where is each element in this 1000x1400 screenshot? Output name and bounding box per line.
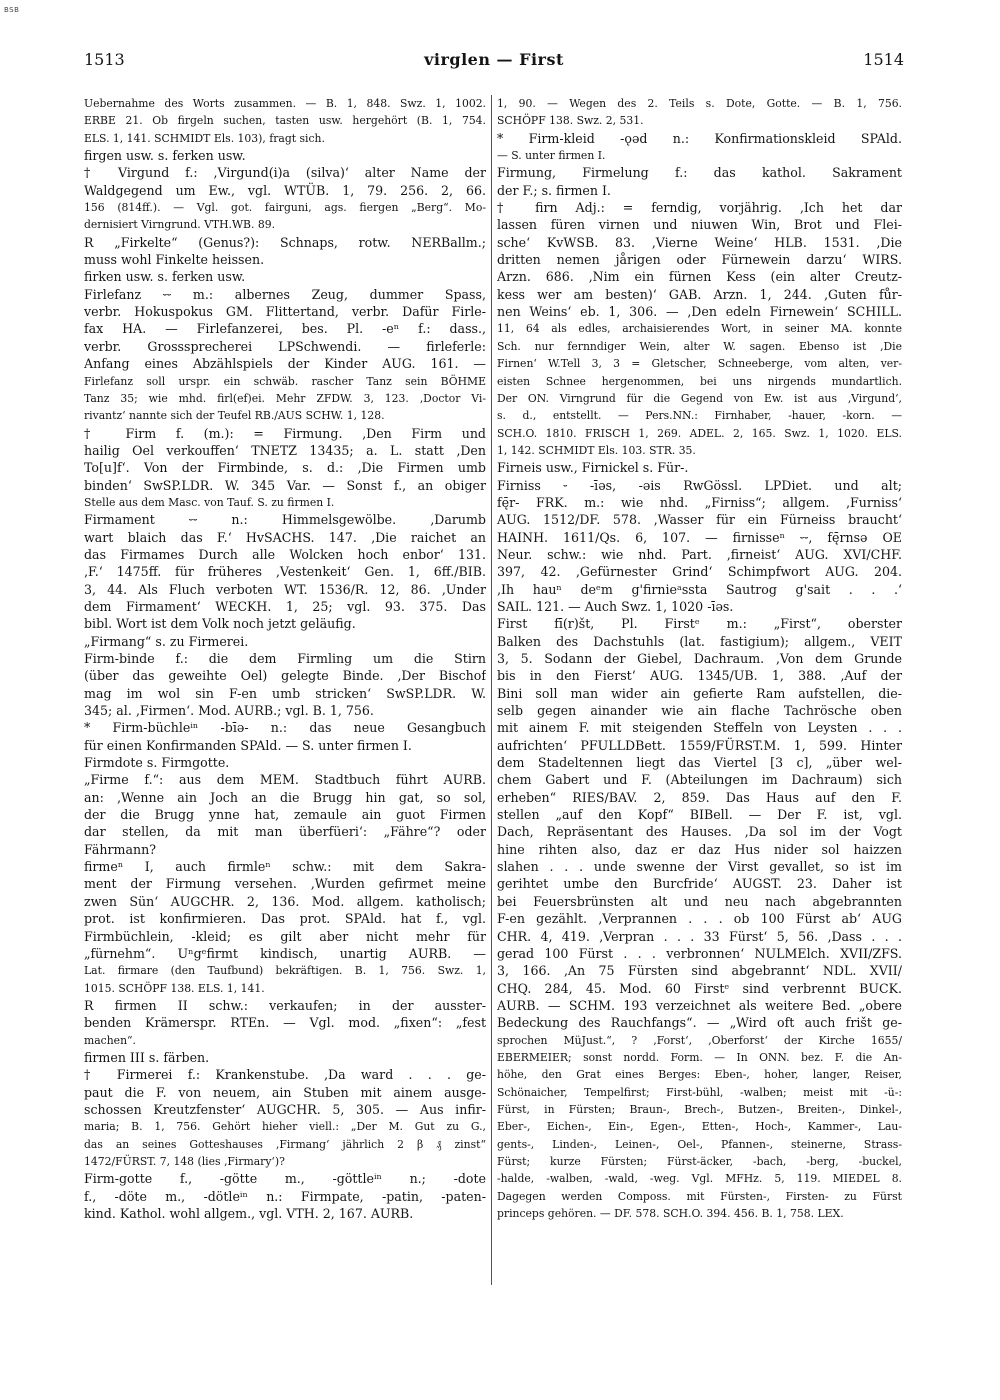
text-line: zwen Sün‘ AUGCHR. 2, 136. Mod. allgem. katholisch;: [84, 893, 486, 909]
text-line: mit ainem F. mit steigenden Steffeln von Leysten . . .: [497, 720, 902, 736]
text-line: Tanz 35; wie mhd. firl(ef)ei. Mehr ZFDW. 3, 123. ‚Doctor Vi-: [84, 391, 486, 405]
text-line: kess wer am besten)‘ GAB. Arzn. 1, 244. ‚Guten fůr-: [497, 286, 902, 302]
text-line: ment der Firmung versehen. ‚Wurden gefirmet meine: [84, 876, 486, 892]
text-line: † firn Adj.: = ferndig, vorjährig. ‚Ich het dar: [497, 200, 902, 216]
text-line: EBERMEIER; sonst nordd. Form. — In ONN. bez. F. die An-: [497, 1050, 902, 1064]
text-line: CHR. 4, 419. ‚Verpran . . . 33 Fürst‘ 5, 56. ‚Dass . . .: [497, 928, 902, 944]
text-line: für einen Konfirmanden SPAld. — S. unter firmen I.: [84, 737, 412, 753]
text-line: hailig Oel verkouffen‘ TNETZ 13435; a. L. statt ‚Den: [84, 442, 486, 458]
text-line: 1, 90. — Wegen des 2. Teils s. Dote, Gotte. — B. 1, 756.: [497, 97, 902, 110]
text-line: Firmung, Firmelung f.: das kathol. Sakrament: [497, 165, 902, 181]
text-line: 3, 166. ‚An 75 Fürsten sind abgebrannt‘ NDL. XVII/: [497, 963, 902, 979]
text-line: „fürnehm“. Uⁿgᵉfirmt kindisch, unartig AURB. —: [84, 945, 486, 961]
text-line: binden‘ SwSP.LDR. W. 345 Var. — Sonst f., an obiger: [84, 477, 486, 493]
text-line: Firneis usw., Firnickel s. Für-.: [497, 460, 689, 476]
text-line: AURB. — SCHM. 193 verzeichnet als weitere Bed. „obere: [497, 997, 902, 1013]
text-line: dem Firmament‘ WECKH. 1, 25; vgl. 93. 375. Das: [84, 598, 486, 614]
page-number-left: 1513: [84, 50, 125, 69]
text-line: gerihtet umbe den Burcfride‘ AUGST. 23. Daher ist: [497, 876, 902, 892]
text-line: firken usw. s. ferken usw.: [84, 269, 246, 285]
text-line: Lat. firmare (den Taufbund) bekräftigen. B. 1, 756. Swz. 1,: [84, 964, 486, 978]
text-line: (über das geweihte Oel) gelegte Binde. ‚Der Bischof: [84, 668, 486, 684]
text-line: dar stellen, da mit man überfüeri‘: „Fähre“? oder: [84, 824, 486, 840]
text-line: 3, 5. Sodann der Giebel, Dachraum. ‚Von dem Grunde: [497, 651, 902, 666]
text-line: fax HA. — Firlefanzerei, bes. Pl. -eⁿ f.: dass.,: [84, 321, 486, 337]
text-line: ERBE 21. Ob firgeln suchen, tasten usw. hergehört (B. 1, 754.: [84, 114, 486, 128]
text-line: Fährmann?: [84, 841, 156, 857]
text-line: Firnen‘ W.Tell 3, 3 = Gletscher, Schneeberge, vom alten, ver-: [497, 357, 902, 371]
text-line: Dagegen werden Composs. mit Fürsten-, Firsten- zu Fürst: [497, 1189, 902, 1203]
text-line: To[u]f‘. Von der Firmbinde, s. d.: ‚Die Firmen umb: [84, 460, 486, 476]
text-line: F-en gezählt. ‚Verprannen . . . ob 100 Fürst ab‘ AUG: [497, 911, 902, 927]
text-line: CHQ. 284, 45. Mod. 60 Firstᵉ sind verbrennt BUCK.: [497, 980, 902, 996]
text-line: First fī(r)št, Pl. Firstᵉ m.: „First“, oberster: [497, 616, 902, 632]
text-line: aufrichten‘ PFULLDBett. 1559/FÜRST.M. 1, 599. Hinter: [497, 737, 902, 753]
text-line: kind. Kathol. wohl allgem., vgl. VTH. 2, 167. AURB.: [84, 1206, 414, 1221]
text-line: schossen Kreutzfenster‘ AUGCHR. 5, 305. — Aus infir-: [84, 1101, 486, 1117]
text-line: firmeⁿ I, auch firmleⁿ schw.: mit dem Sakra-: [84, 859, 486, 875]
text-line: höhe, den Grat eines Berges: Eben-, hoher, langer, Reiser,: [497, 1068, 902, 1082]
text-line: maria; B. 1, 756. Gehört hieher viell.: „Der M. Gut zu G.,: [84, 1120, 486, 1134]
text-line: Balken des Dachstuhls (lat. fastigium); allgem., VEIT: [497, 633, 902, 649]
text-line: an: ‚Wenne ain Joch an die Brugg hin gat, so sol,: [84, 789, 486, 805]
text-line: † Virgund f.: ‚Virgund(i)a (silva)‘ alter Name der: [84, 165, 486, 181]
text-line: verbr. Hokuspokus GM. Flittertand, verbr. Dafür Firle-: [84, 304, 486, 320]
text-line: muss wohl Finkelte heissen.: [84, 252, 265, 268]
text-line: Uebernahme des Worts zusammen. — B. 1, 848. Swz. 1, 1002.: [84, 97, 486, 110]
text-line: bei Feuersbrünsten alt und neu nach abgebrannten: [497, 893, 902, 909]
text-line: princeps gehören. — DF. 578. SCH.O. 394. 456. B. 1, 758. LEX.: [497, 1207, 844, 1220]
page-header: [84, 50, 904, 72]
text-line: † Firm f. (m.): = Firmung. ‚Den Firm und: [84, 425, 486, 441]
right-column: [497, 95, 902, 1290]
text-line: 1015. SCHÖPF 138. ELS. 1, 141.: [84, 981, 265, 995]
running-title: virglen — First: [424, 50, 564, 69]
text-line: das Firmames Durch alle Wolcken hoch enbor‘ 131.: [84, 546, 486, 562]
text-line: „Firme f.“: aus dem MEM. Stadtbuch führt AURB.: [84, 772, 486, 788]
text-line: firmen III s. färben.: [84, 1049, 210, 1065]
text-line: firgen usw. s. ferken usw.: [84, 148, 246, 164]
text-line: Dach, Repräsentant des Hauses. ‚Da sol im der Vogt: [497, 824, 902, 840]
text-line: der F.; s. firmen I.: [497, 182, 611, 198]
text-line: hine rihten also, daz er daz Hus nider sol haizzen: [497, 841, 902, 857]
text-line: erheben“ RIES/BAV. 2, 859. Das Haus auf den F.: [497, 789, 902, 805]
library-stamp: BSB: [4, 6, 20, 14]
text-line: Firlefanz ⏑⏑ m.: albernes Zeug, dummer Spass,: [84, 286, 486, 302]
text-line: rivantz‘ nannte sich der Teufel RB./AUS SCHW. 1, 128.: [84, 409, 385, 423]
text-line: prot. ist konfirmieren. Das prot. SPAld. hat f., vgl.: [84, 911, 486, 927]
text-line: SAIL. 121. — Auch Swz. 1, 1020 -īəs.: [497, 598, 734, 614]
text-line: „Firmang“ s. zu Firmerei.: [84, 633, 249, 649]
text-line: dernisiert Virngrund. VTH.WB. 89.: [84, 218, 276, 232]
text-line: ‚Ih hauⁿ deᵉm g'firnieᵃssta Sautrog g'sait . . .‘: [497, 581, 902, 597]
text-line: R firmen II schw.: verkaufen; in der ausster-: [84, 997, 486, 1013]
text-line: HAINH. 1611/Qs. 6, 107. — firnisseⁿ ⏑⏑, fę̄rnsə OE: [497, 529, 902, 545]
text-line: 397, 42. ‚Gefürnester Grind‘ Schimpfwort AUG. 204.: [497, 564, 902, 580]
text-line: das an seines Gotteshauses ‚Firmang‘ jährlich 2 β ₰ zinst“: [84, 1137, 486, 1151]
text-line: Arzn. 686. ‚Nim ein fürnen Kess (ein alter Creutz-: [497, 269, 902, 285]
text-line: gents-, Linden-, Leinen-, Oel-, Pfannen-, steinerne, Strass-: [497, 1137, 902, 1151]
text-line: 3, 44. Als Fluch verboten WT. 1536/R. 12, 86. ‚Under: [84, 581, 486, 597]
text-line: 11, 64 als edles, archaisierendes Wort, in seiner MA. konnte: [497, 322, 902, 336]
text-line: -halde, -walben, -wald, -weg. Vgl. MFHz. 5, 119. MIEDEL 8.: [497, 1172, 902, 1186]
text-line: 156 (814ff.). — Vgl. got. fairguni, ags. fiergen „Berg“. Mo-: [84, 201, 486, 215]
text-line: Fürst; kurze Fürsten; Fürst-äcker, -bach, -berg, -buckel,: [497, 1154, 902, 1168]
text-line: bibl. Wort ist dem Volk noch jetzt geläufig.: [84, 616, 356, 632]
text-line: Anfang eines Abzählspiels der Kinder AUG. 161. —: [84, 356, 486, 372]
column-divider: [491, 95, 492, 1285]
text-line: gerad 100 Fürst . . . verbronnen‘ NULMElch. XVII/ZFS.: [497, 945, 902, 961]
text-line: SCH.O. 1810. FRISCH 1, 269. ADEL. 2, 165. Swz. 1, 1020. ELS.: [497, 426, 902, 440]
text-line: † Firmerei f.: Krankenstube. ‚Da ward . . . ge-: [84, 1067, 486, 1083]
text-line: Waldgegend um Ew., vgl. WTÜB. 1, 79. 256. 2, 66.: [84, 182, 486, 198]
text-line: Bedeckung des Rauchfangs“. — „Wird oft auch frišt ge-: [497, 1015, 902, 1031]
text-line: ELS. 1, 141. SCHMIDT Els. 103), fragt sich.: [84, 131, 325, 145]
text-line: SCHÖPF 138. Swz. 2, 531.: [497, 114, 644, 128]
text-line: bis in den Fierst‘ AUG. 1345/UB. 1, 388. ‚Auf der: [497, 668, 902, 684]
text-line: * Firm-kleid -ǫəd n.: Konfirmationskleid SPAld.: [497, 130, 902, 146]
page-number-right: 1514: [863, 50, 904, 69]
text-line: lassen füren virnen und niuwen Win, Brot und Flei-: [497, 217, 902, 233]
text-line: chem Gabert und F. (Abteilungen im Dachraum) sich: [497, 772, 902, 788]
text-line: stellen „auf den Kopf“ BIBell. — Der F. ist, vgl.: [497, 807, 902, 823]
text-line: Firm-binde f.: die dem Firmling um die Stirn: [84, 651, 486, 666]
text-line: machen“.: [84, 1033, 136, 1047]
text-line: benden Krämerspr. RTEn. — Vgl. mod. „fixen“: „fest: [84, 1015, 486, 1031]
text-line: Bini soll man wider ain gefierte Ram aufstellen, die-: [497, 685, 902, 701]
text-line: sche‘ KvWSB. 83. ‚Vierne Weine‘ HLB. 1531. ‚Die: [497, 234, 902, 250]
text-line: wart blaich das F.‘ HvSACHS. 147. ‚Die raichet an: [84, 529, 486, 545]
text-line: Firm-gotte f., -götte m., -göttleⁱⁿ n.; -dote: [84, 1171, 486, 1187]
text-line: der die Brugg ynne hat, zemaule ain guot Firmen: [84, 807, 486, 823]
text-line: paut die F. von neuem, ain Stuben mit ainem ausge-: [84, 1084, 486, 1100]
text-line: 1, 142. SCHMIDT Els. 103. STR. 35.: [497, 443, 696, 457]
text-line: Der ON. Virngrund für die Gegend von Ew. ist aus ‚Virgund‘,: [497, 391, 902, 405]
text-line: Eber-, Eichen-, Ein-, Egen-, Etten-, Hoch-, Kammer-, Lau-: [497, 1120, 902, 1134]
text-line: Neur. schw.: wie nhd. Part. ‚firneist‘ AUG. XVI/CHF.: [497, 546, 902, 562]
text-line: * Firm-büchleⁱⁿ -bīə- n.: das neue Gesangbuch: [84, 720, 486, 736]
text-line: mag im wol sin F-en umb stricken‘ SwSP.LDR. W.: [84, 685, 486, 701]
text-line: R „Firkelte“ (Genus?): Schnaps, rotw. NERBallm.;: [84, 234, 486, 250]
text-line: eisten Schnee hergenommen, bei uns nirgends mundartlich.: [497, 374, 902, 388]
text-line: dritten nemen jårigen oder Fürnewein darzu‘ WIRS.: [497, 252, 902, 268]
text-line: selb gegen ainander wie ain flache Tachrösche oben: [497, 703, 902, 719]
text-line: sprochen MüJust.“, ? ‚Forst‘, ‚Oberforst‘ der Kirche 1655/: [497, 1033, 902, 1047]
text-line: f., -döte m., -dötleⁱⁿ n.: Firmpate, -patin, -paten-: [84, 1188, 486, 1204]
text-line: fę̄r- FRK. m.: wie nhd. „Firniss“; allgem. ‚Furniss‘: [497, 494, 902, 510]
text-line: Schönaicher, Tempelfirst; First-bühl, -walben; meist mit -ü-:: [497, 1085, 902, 1099]
text-line: Firmdote s. Firmgotte.: [84, 755, 230, 771]
text-line: Firniss ⏑ -īəs, -əis RwGössl. LPDiet. und alt;: [497, 477, 902, 493]
text-line: 345; al. ‚Firmen‘. Mod. AURB.; vgl. B. 1, 756.: [84, 703, 374, 719]
text-line: Stelle aus dem Masc. von Tauf. S. zu firmen I.: [84, 495, 335, 509]
text-line: 1472/FÜRST. 7, 148 (lies ‚Firmary‘)?: [84, 1154, 285, 1168]
text-line: verbr. Grosssprecherei LPSchwendi. — firleferle:: [84, 338, 486, 354]
text-line: Sch. nur fernndiger Wein, alter W. sagen. Ebenso ist ‚Die: [497, 339, 902, 353]
text-line: nen Weins‘ eb. 1, 306. — ‚Den edeln Firnewein‘ SCHILL.: [497, 304, 902, 320]
text-line: Firmbüchlein, -kleid; es gilt aber nicht mehr für: [84, 928, 486, 944]
text-line: Firlefanz soll urspr. ein schwäb. rascher Tanz sein BÖHME: [84, 374, 486, 388]
text-line: Firmament ⏑⏑ n.: Himmelsgewölbe. ‚Darumb: [84, 512, 486, 528]
text-line: AUG. 1512/DF. 578. ‚Wasser für ein Fürneiss braucht‘: [497, 512, 902, 528]
left-column: [84, 95, 486, 1290]
text-line: ‚F.‘ 1475ff. für früheres ‚Vestenkeit‘ Gen. 1, 6ff./BIB.: [84, 564, 486, 580]
text-line: Fürst, in Fürsten; Braun-, Brech-, Butzen-, Breiten-, Dinkel-,: [497, 1102, 902, 1116]
text-line: s. d., entstellt. — Pers.NN.: Firnhaber, -hauer, -korn. —: [497, 409, 902, 423]
text-line: slahen . . . unde swenne der Virst gevallet, so ist im: [497, 859, 902, 875]
text-line: dem Stadeltennen liegt das Viertel [3 c], „über wel-: [497, 755, 902, 771]
text-line: — S. unter firmen I.: [497, 149, 606, 163]
